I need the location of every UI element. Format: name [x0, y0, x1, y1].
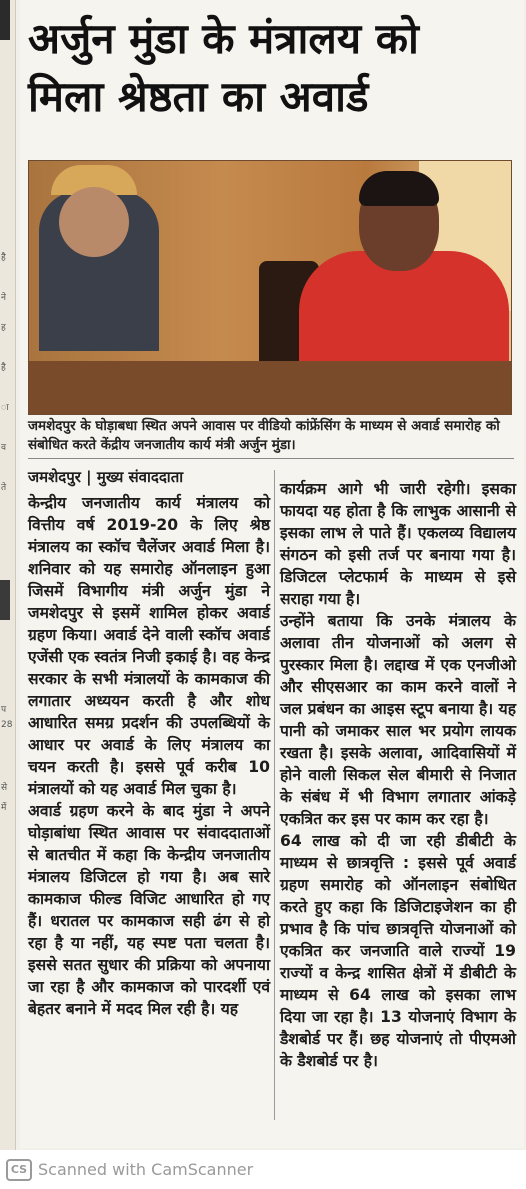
margin-fragment: व [1, 443, 7, 453]
scanner-watermark [0, 1150, 526, 1189]
article-column-1 [28, 466, 270, 1020]
news-article [20, 0, 524, 1148]
adjacent-column-strip [0, 0, 16, 1150]
margin-fragment: ा [1, 403, 9, 413]
article-headline [28, 10, 520, 126]
headline-line-2: मिला श्रेष्ठता का अवार्ड [28, 72, 369, 121]
camscanner-watermark-text: Scanned with CamScanner [38, 1160, 254, 1179]
article-subhead: 64 लाख को दी जा रही डीबीटी के माध्यम से छात्रवृत्ति : [280, 832, 516, 872]
margin-fragment: है [1, 253, 6, 263]
margin-fragment: ते [1, 483, 7, 493]
margin-fragment: 28 [1, 720, 13, 730]
photo-caption: जमशेदपुर के घोड़ाबधा स्थित अपने आवास पर वीडियो कांफ्रेंसिंग के माध्यम से अवार्ड समारोह को संबोधित करते केंद्रीय जनजातीय कार्य मंत्री अर्जुन मुंडा। [28, 417, 514, 459]
margin-fragment: प [1, 705, 7, 715]
article-byline: जमशेदपुर | मुख्य संवाददाता [28, 468, 184, 486]
article-paragraph-with-subhead [280, 830, 516, 1072]
margin-fragment: ने [1, 293, 6, 303]
margin-fragment: ह [1, 323, 6, 333]
photo-desk [29, 361, 512, 415]
margin-fragment: से [1, 783, 8, 793]
headline-line-1: अर्जुन मुंडा के मंत्रालय को [28, 14, 419, 63]
adjacent-column-dark-bar [0, 0, 10, 40]
article-paragraph: अवार्ड ग्रहण करने के बाद मुंडा ने अपने घोड़ाबांधा स्थित आवास पर संवाददाताओं से बातचीत में कहा कि केन्द्रीय जनजातीय मंत्रालय डिजिटल हो गया है। अब सारे कामकाज फील्ड विजिट आधारित हो गए हैं। धरातल पर कामकाज सही ढंग से हो रहा है या नहीं, यह स्पष्ट पता चलता है। इससे सतत सुधार की प्रक्रिया को अपनाया जा रहा है और कामकाज को पारदर्शी एवं बेहतर बनाने में मदद मिल रही है। यह [28, 802, 270, 1018]
article-paragraph-text: इससे पूर्व अवार्ड ग्रहण समारोह को ऑनलाइन संबोधित करते हुए कहा कि डिजिटाइजेशन का ही प्रभाव है कि पांच छात्रवृत्ति योजनाओं को एकत्रित कर जनजाति वाले राज्यों 19 राज्यों व केन्द्र शासित क्षेत्रों में डीबीटी के माध्यम से 64 लाख को इसका लाभ दिया जा रहा है। 13 योजनाएं विभाग के डैशबोर्ड पर हैं। छह योजनाएं तो पीएमओ के डैशबोर्ड पर है। [280, 854, 516, 1070]
adjacent-column-dark-bar [0, 580, 10, 620]
article-paragraph: उन्होंने बताया कि उनके मंत्रालय के अलावा तीन योजनाओं को अलग से पुरस्कार मिला है। लद्दाख में एक एनजीओ और सीएसआर का काम करने वालों ने जल प्रबंधन का आइस स्टूप बनाया है। यह पानी को जमाकर साल भर प्रयोग लायक रखता है। इसके अलावा, आदिवासियों में होने वाली सिकल सेल बीमारी से निजात के संबंध में भी विभाग लगातार आंकड़े एकत्रित कर इस पर काम कर रहा है। [280, 612, 516, 828]
margin-fragment: में [1, 803, 7, 813]
margin-fragment: है [1, 363, 6, 373]
article-column-2 [280, 478, 516, 1072]
article-paragraph: कार्यक्रम आगे भी जारी रहेगी। इसका फायदा यह होता है कि लाभुक आसानी से इसका लाभ ले पाते हैं। एकलव्य विद्यालय संगठन को इसी तर्ज पर बनाया गया है। डिजिटल प्लेटफार्म के माध्यम से इसे सराहा गया है। [280, 480, 516, 608]
article-photo [28, 160, 512, 415]
camscanner-logo-icon: CS [6, 1159, 32, 1181]
photo-person-left-head [59, 187, 129, 257]
column-divider [274, 470, 275, 1120]
photo-person-right-hair [359, 171, 439, 206]
article-paragraph: केन्द्रीय जनजातीय कार्य मंत्रालय को वित्तीय वर्ष 2019-20 के लिए श्रेष्ठ मंत्रालय का स्कॉच चैलेंजर अवार्ड मिला है। शनिवार को यह समारोह ऑनलाइन हुआ जिसमें विभागीय मंत्री अर्जुन मुंडा ने जमशेदपुर से इसमें शामिल होकर अवार्ड ग्रहण किया। अवार्ड देने वाली स्कॉच अवार्ड एजेंसी एक स्वतंत्र निजी इकाई है। वह केन्द्र सरकार के सभी मंत्रालयों के कामकाज की लगातार अध्ययन करती है और शोध आधारित समग्र प्रदर्शन की उपलब्धियों के आधार पर अवार्ड के लिए मंत्रालय का चयन करती है। इससे पूर्व करीब 10 मंत्रालयों को यह अवार्ड मिल चुका है। [28, 494, 270, 798]
